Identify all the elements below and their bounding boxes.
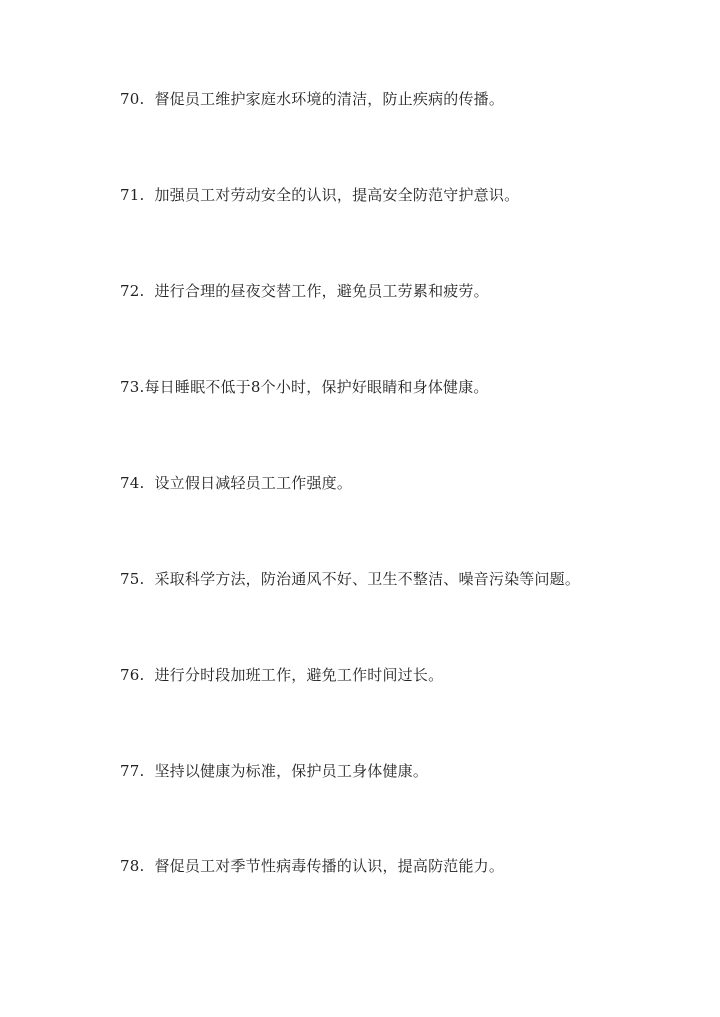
item-text: 坚持以健康为标准，保护员工身体健康。 [154,762,429,780]
item-text: 采取科学方法，防治通风不好、卫生不整洁、噪音污染等问题。 [154,570,581,588]
list-item [120,473,700,493]
list-item [120,89,700,109]
item-number: 78. [120,857,145,875]
item-text: 进行合理的昼夜交替工作，避免员工劳累和疲劳。 [154,282,489,300]
list-item [120,665,700,685]
item-text: 加强员工对劳动安全的认识，提高安全防范守护意识。 [154,186,520,204]
item-number: 72. [120,282,145,300]
item-number: 75. [120,570,145,588]
item-text: 设立假日减轻员工工作强度。 [154,474,353,492]
item-number: 76. [120,666,145,684]
item-number: 73. [120,378,145,396]
item-text: 督促员工对季节性病毒传播的认识，提高防范能力。 [154,857,505,875]
item-number: 70. [120,90,145,108]
list-item [120,377,700,397]
list-item [120,281,700,301]
item-number: 71. [120,186,145,204]
item-text: 进行分时段加班工作，避免工作时间过长。 [154,666,444,684]
list-item [120,185,700,205]
item-number: 77. [120,762,145,780]
list-item [120,761,700,781]
item-text: 每日睡眠不低于8个小时，保护好眼睛和身体健康。 [144,378,489,396]
item-number: 74. [120,474,145,492]
list-item [120,856,700,876]
list-item [120,569,700,589]
item-text: 督促员工维护家庭水环境的清洁，防止疾病的传播。 [154,90,505,108]
